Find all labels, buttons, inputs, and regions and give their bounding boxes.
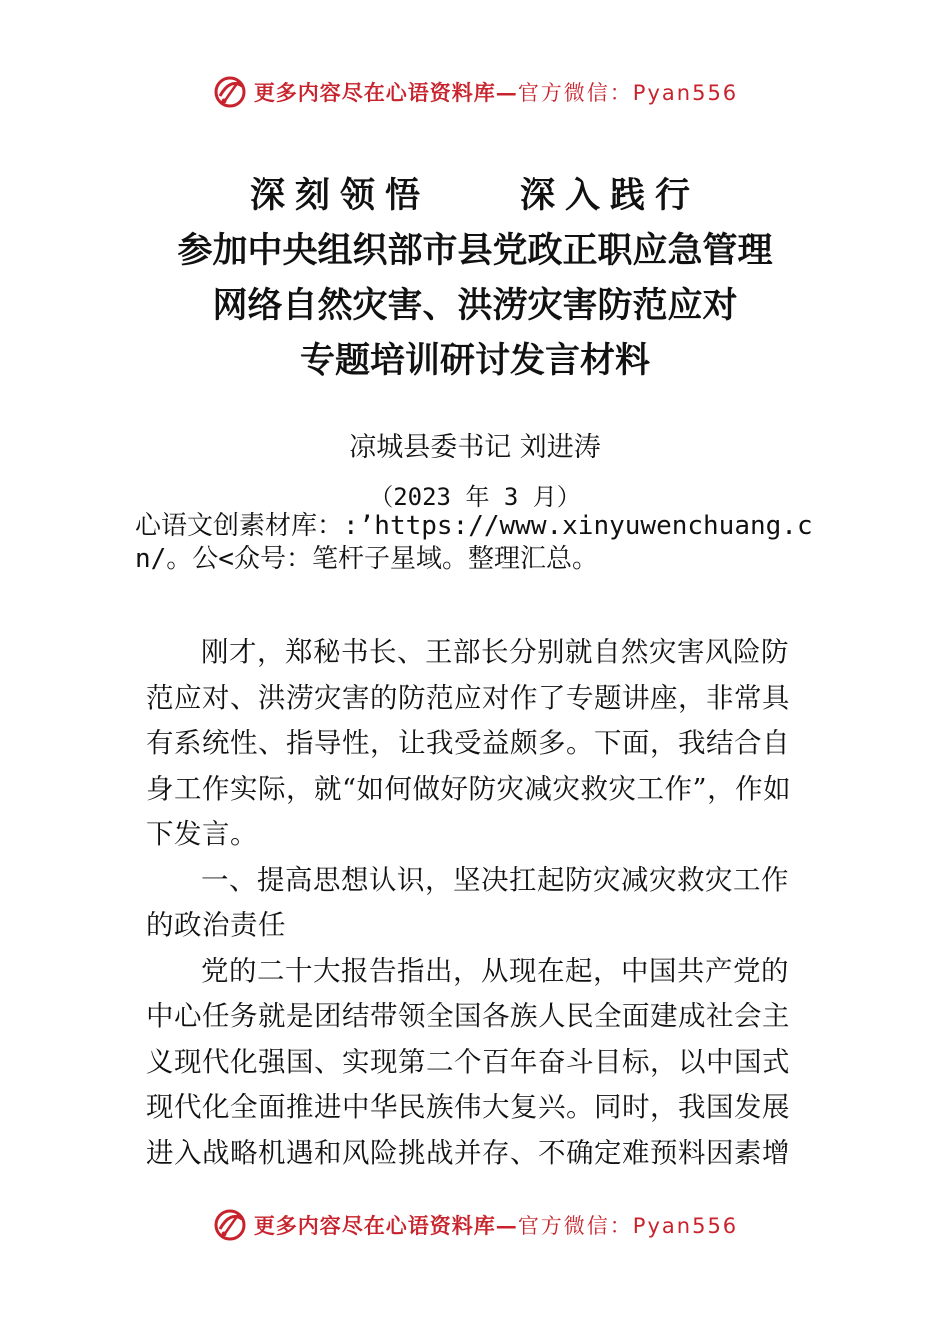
document-title xyxy=(0,168,950,388)
logo-icon xyxy=(212,74,248,110)
section-heading: 一、提高思想认识，坚决扛起防灾减灾救灾工作的政治责任 xyxy=(146,863,789,941)
body-text xyxy=(146,630,810,1176)
title-line-3: 网络自然灾害、洪涝灾害防范应对 xyxy=(212,285,738,326)
banner-wechat: 官方微信：Pyan556 xyxy=(517,81,739,105)
header-banner xyxy=(0,72,950,112)
banner-text: 更多内容尽在心语资料库— xyxy=(253,1213,518,1238)
source-note: 心语文创素材库：:’https://www.xinyuwenchuang.cn/。公<众号：笔杆子星域。整理汇总。 xyxy=(135,511,813,574)
banner-text: 更多内容尽在心语资料库— xyxy=(253,80,518,105)
title-line-2: 参加中央组织部市县党政正职应急管理 xyxy=(177,230,773,271)
author-line: 凉城县委书记 刘进涛 xyxy=(349,432,601,463)
logo-icon xyxy=(212,1207,248,1243)
title-line-1: 深刻领悟 深入践行 xyxy=(249,175,700,216)
date-line: （2023 年 3 月） xyxy=(369,483,581,511)
title-line-4: 专题培训研讨发言材料 xyxy=(299,340,650,381)
paragraph: 党的二十大报告指出，从现在起，中国共产党的中心任务就是团结带领全国各族人民全面建成社会主义现代化强国、实现第二个百年奋斗目标，以中国式现代化全面推进中华民族伟大复兴。同时，我国发展进入战略机遇和风险挑战并存、不确定难预料因素增 xyxy=(146,954,790,1169)
paragraph: 刚才，郑秘书长、王部长分别就自然灾害风险防范应对、洪涝灾害的防范应对作了专题讲座，非常具有系统性、指导性，让我受益颇多。下面，我结合自身工作实际，就“如何做好防灾减灾救灾工作”，作如下发言。 xyxy=(146,636,792,850)
footer-banner xyxy=(0,1205,950,1245)
banner-wechat: 官方微信：Pyan556 xyxy=(517,1214,739,1238)
